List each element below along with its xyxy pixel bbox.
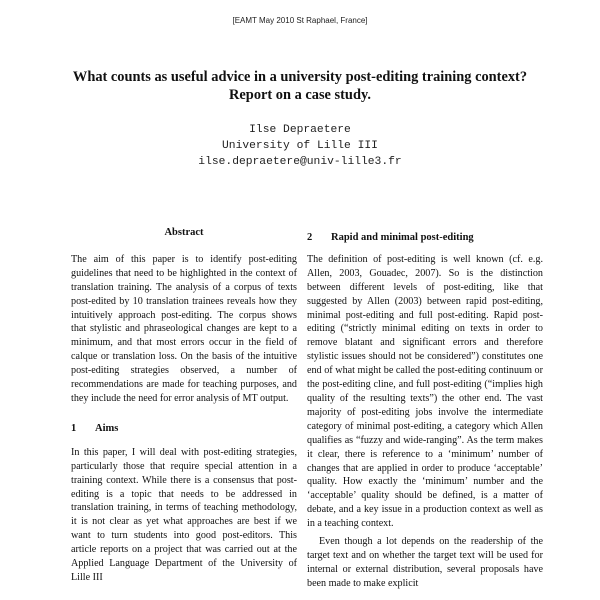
section-1-number: 1 bbox=[71, 422, 77, 434]
section-2-paragraph-2: Even though a lot depends on the readership of the target text and on whether the target text will be used for internal or external distribution, several proposals have been made to make explicit bbox=[307, 536, 543, 589]
author-affiliation: University of Lille III bbox=[222, 140, 378, 152]
paper-title: What counts as useful advice in a university post-editing training context? Report on a case study. bbox=[72, 69, 528, 103]
abstract-heading: Abstract bbox=[164, 227, 204, 238]
section-1-text: In this paper, I will deal with post-editing strategies, particularly those that require special attention in a training context. While there is a consensus that post-editing is a topic that needs to be addressed in translation training, in terms of teaching methodology, it is not clear as yet what approaches are best if we want to turn students into good post-editors. This article reports on a project that was carried out at the Applied Language Department of the University of Lille III bbox=[71, 446, 297, 583]
author-email[interactable]: ilse.depraetere@univ-lille3.fr bbox=[198, 156, 402, 168]
section-2-paragraph-1: The definition of post-editing is well known (cf. e.g. Allen, 2003, Gouadec, 2007). So is the distinction between different levels of post-editing, like that suggested by Allen (2003) between rapid post-editing, minimal post-editing and full post-editing. Rapid post-editing (“strictly minimal editing on texts in order to remove blatant and significant errors and therefore stylistic issues should not be considered”) constitutes one end of what might be called the post-editing continuum or the post-editing cline, and full post-editing (“implies high quality of the resulting texts”) the other end. The vast majority of post-editing jobs involve the intermediate category of minimal post-editing, a category which Allen qualifies as “fuzzy and wide-ranging”. As the term makes it clear, there is reference to a ‘minimum’ number of changes that are applied in order to produce ‘acceptable’ quality. How exactly the ‘minimum’ number and the ‘acceptable’ quality should be defined, is a matter of debate, and a key issue in a production context as well as in a teaching context. bbox=[307, 253, 543, 530]
author-block bbox=[0, 122, 600, 170]
section-2-heading bbox=[307, 231, 543, 245]
section-1-title: Aims bbox=[95, 422, 119, 434]
author-name: Ilse Depraetere bbox=[249, 124, 351, 136]
section-1-heading bbox=[71, 422, 297, 436]
left-column bbox=[71, 226, 297, 585]
abstract-text: The aim of this paper is to identify post-editing guidelines that need to be highlighted in the context of translation training. The analysis of a corpus of texts post-edited by 10 translation trainees reveals how they intuitively approach post-editing. The corpus shows that stylistic and phraseological changes are kept to a minimum, and that most errors occur in the field of calque or translation loss. On the basis of the intuitive post-editing strategies observed, a number of recommendations are made for teaching purposes, and they include the need for error analysis of MT output. bbox=[71, 253, 297, 404]
section-2-number: 2 bbox=[307, 232, 313, 243]
right-column bbox=[307, 231, 543, 591]
conference-note: [EAMT May 2010 St Raphael, France] bbox=[232, 16, 368, 25]
section-2-title: Rapid and minimal post-editing bbox=[331, 232, 474, 243]
